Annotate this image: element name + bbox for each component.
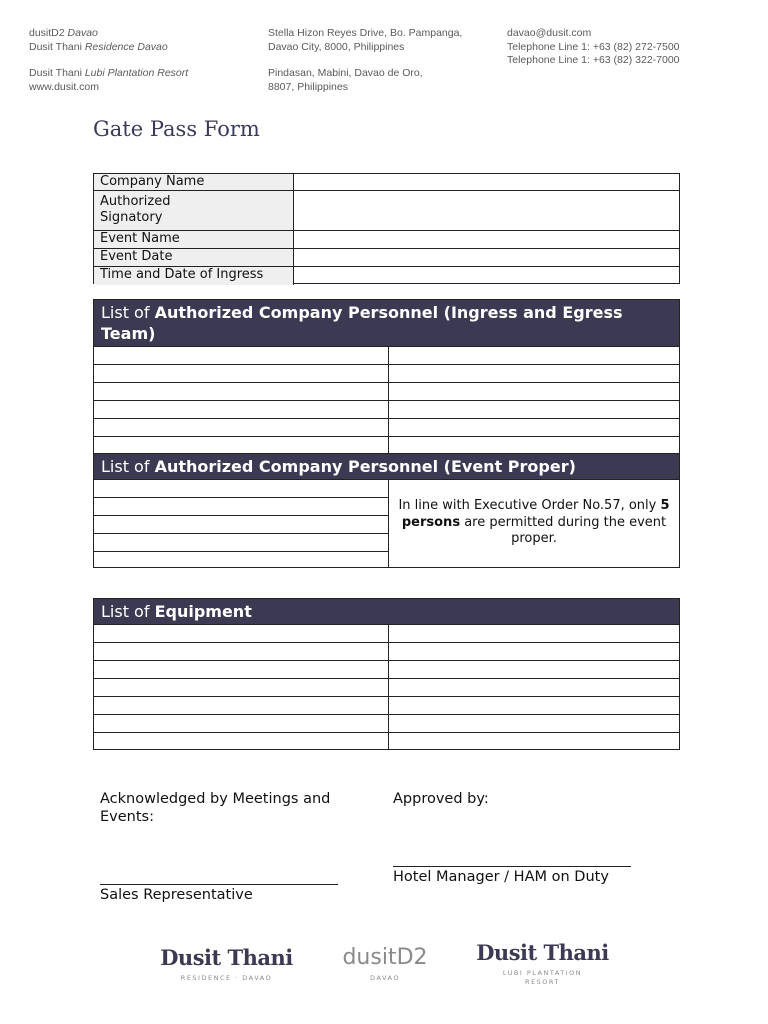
name-cell[interactable] [94,552,388,570]
field-value-cell[interactable] [294,174,679,190]
section-header: List of Authorized Company Personnel (Event Proper) [94,454,679,479]
name-cell[interactable] [94,516,388,534]
table-cell[interactable] [389,437,679,454]
table-cell[interactable] [389,661,679,678]
table-row [94,418,679,436]
table-cell[interactable] [94,643,389,660]
equipment-table [93,598,680,750]
info-row [94,267,679,285]
name-cell[interactable] [94,534,388,552]
table-cell[interactable] [389,643,679,660]
field-label: Authorized Signatory [94,191,294,230]
section-header: List of Equipment [94,599,679,624]
table-row [94,642,679,660]
dusit-thani-residence-logo: Dusit Thani RESIDENCE · DAVAO [160,945,293,982]
hotel-manager-label: Hotel Manager / HAM on Duty [393,869,609,885]
info-row [94,191,679,231]
table-cell[interactable] [389,625,679,642]
info-row [94,249,679,267]
ingress-egress-personnel-table [93,299,680,454]
field-value-cell[interactable] [294,231,679,248]
table-row [94,678,679,696]
table-row [94,714,679,732]
sales-rep-label: Sales Representative [100,887,253,903]
table-cell[interactable] [94,715,389,732]
table-cell[interactable] [94,347,389,364]
field-label: Company Name [94,174,294,190]
table-cell[interactable] [94,437,389,454]
table-row [94,696,679,714]
info-row [94,174,679,191]
dusit-thani-lubi-logo: Dusit Thani LUBI PLANTATION RESORT [476,940,609,986]
address-line: Stella Hizon Reyes Drive, Bo. Pampanga, [268,27,463,39]
event-info-table [93,173,680,284]
page-title: Gate Pass Form [93,117,260,141]
table-row [94,732,679,750]
table-cell[interactable] [389,733,679,750]
property-lubi: Dusit Thani Lubi Plantation Resort [29,67,189,79]
table-row [94,660,679,678]
table-cell[interactable] [389,419,679,436]
dusitd2-logo: dusitD2 DAVAO [342,945,428,982]
name-cell[interactable] [94,498,388,516]
table-cell[interactable] [94,733,389,750]
table-cell[interactable] [94,679,389,696]
event-proper-personnel-table [93,453,680,568]
table-row [94,624,679,642]
address-line: 8807, Philippines [268,80,348,93]
approved-label: Approved by: [393,791,489,807]
property-dusitd2: dusitD2 Davao [29,27,98,39]
field-value-cell[interactable] [294,267,679,285]
table-cell[interactable] [389,715,679,732]
executive-order-note: In line with Executive Order No.57, only 5 persons are permitted during the event proper. [398,498,670,546]
signature-line[interactable] [393,866,631,867]
address-line: Pindasan, Mabini, Davao de Oro, [268,67,423,79]
table-cell[interactable] [94,383,389,400]
address-line: Davao City, 8000, Philippines [268,40,405,53]
table-cell[interactable] [94,697,389,714]
letterhead-contacts [507,27,680,68]
signature-line[interactable] [100,884,338,885]
table-row [94,382,679,400]
section-header: List of Authorized Company Personnel (Ingress and Egress Team) [94,300,679,346]
table-cell[interactable] [389,383,679,400]
table-cell[interactable] [94,661,389,678]
table-row [94,346,679,364]
letterhead-addresses [268,27,462,94]
table-cell[interactable] [94,419,389,436]
name-cell[interactable] [94,480,388,498]
table-cell[interactable] [389,347,679,364]
property-residence: Dusit Thani Residence Davao [29,40,168,53]
field-label: Event Date [94,249,294,266]
website: www.dusit.com [29,80,100,93]
info-row [94,231,679,249]
field-value-cell[interactable] [294,249,679,266]
contact-phone: Telephone Line 1: +63 (82) 272-7500 [507,40,680,53]
table-cell[interactable] [94,401,389,418]
personnel-name-cells [94,480,389,567]
table-cell[interactable] [389,365,679,382]
acknowledged-label: Acknowledged by Meetings and Events: [100,791,331,825]
table-row [94,400,679,418]
table-cell[interactable] [94,625,389,642]
table-cell[interactable] [94,365,389,382]
table-cell[interactable] [389,697,679,714]
contact-phone: Telephone Line 1: +63 (82) 322-7000 [507,54,680,66]
contact-email: davao@dusit.com [507,27,592,39]
table-row [94,436,679,454]
table-row [94,364,679,382]
letterhead-properties [29,27,188,94]
field-value-cell[interactable] [294,191,679,230]
field-label: Time and Date of Ingress [94,267,294,285]
table-cell[interactable] [389,401,679,418]
field-label: Event Name [94,231,294,248]
table-cell[interactable] [389,679,679,696]
